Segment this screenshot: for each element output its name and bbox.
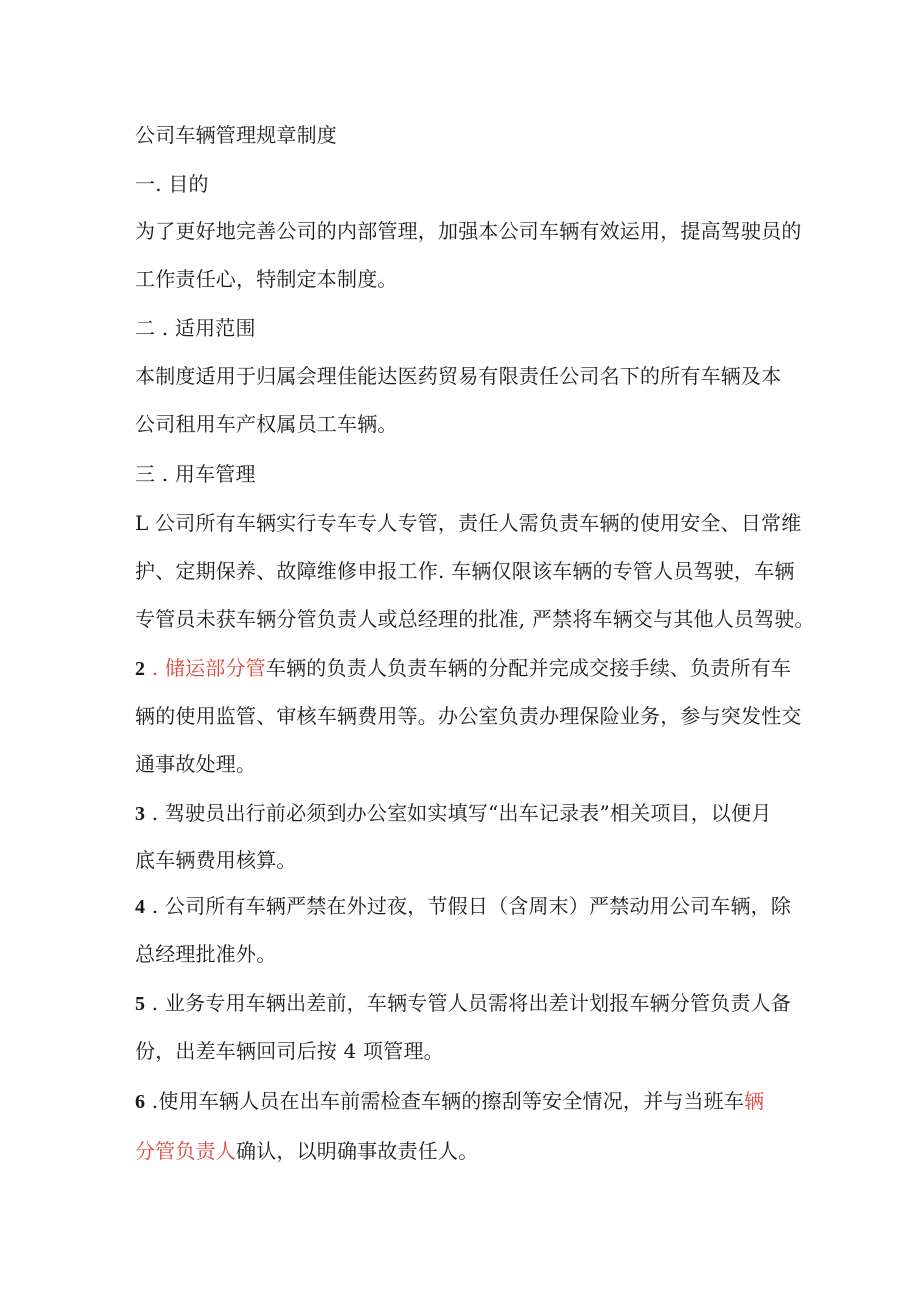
item-number: 3 xyxy=(135,803,146,825)
highlighted-text: . 储运部分管 xyxy=(151,656,266,680)
item-text: .使用车辆人员在出车前需检查车辆的擦刮等安全情况，并与当班车 xyxy=(151,1089,745,1113)
item-text: . 公司所有车辆严禁在外过夜，节假日（含周末）严禁动用公司车辆，除 xyxy=(151,894,792,918)
paragraph-line: 为了更好地完善公司的内部管理，加强本公司车辆有效运用，提高驾驶员的 xyxy=(135,219,802,243)
highlighted-text: 辆 xyxy=(744,1089,765,1113)
paragraph-line: 护、定期保养、故障维修申报工作. 车辆仅限该车辆的专管人员驾驶，车辆 xyxy=(135,559,795,583)
document-title: 公司车辆管理规章制度 xyxy=(135,123,337,147)
list-item-1 xyxy=(135,510,801,536)
paragraph-line: 专管员未获车辆分管负责人或总经理的批准, 严禁将车辆交与其他人员驾驶。 xyxy=(135,607,815,631)
list-item-3 xyxy=(135,800,772,827)
list-item-6 xyxy=(135,1088,764,1115)
item-number: 6 xyxy=(135,1091,146,1113)
highlighted-text: 分管负责人 xyxy=(135,1139,236,1163)
paragraph-line: 辆的使用监管、审核车辆费用等。办公室负责办理保险业务，参与突发性交 xyxy=(135,704,802,728)
item-number: 4 xyxy=(135,896,146,918)
paragraph-line: 工作责任心，特制定本制度。 xyxy=(135,267,398,291)
paragraph-line: 底车辆费用核算。 xyxy=(135,848,297,872)
item-number: 5 xyxy=(135,993,146,1015)
paragraph-line: 总经理批准外。 xyxy=(135,942,277,966)
item-number: 2 xyxy=(135,658,146,680)
section-heading-usage: 三 . 用车管理 xyxy=(135,462,256,486)
list-item-4 xyxy=(135,893,791,920)
list-item-2 xyxy=(135,655,791,682)
paragraph-line xyxy=(135,1138,478,1164)
section-heading-purpose: 一. 目的 xyxy=(135,172,209,196)
item-text: . 业务专用车辆出差前，车辆专管人员需将出差计划报车辆分管负责人备 xyxy=(151,991,792,1015)
item-number: L xyxy=(135,511,149,535)
paragraph-line: 公司租用车产权属员工车辆。 xyxy=(135,412,398,436)
paragraph-line: 份，出差车辆回司后按 4 项管理。 xyxy=(135,1039,444,1063)
item-text: 确认，以明确事故责任人。 xyxy=(236,1139,479,1163)
item-text: 车辆的负责人负责车辆的分配并完成交接手续、负责所有车 xyxy=(265,656,792,680)
item-text: . 驾驶员出行前必须到办公室如实填写“出车记录表”相关项目，以便月 xyxy=(151,801,772,825)
item-text: 公司所有车辆实行专车专人专管，责任人需负责车辆的使用安全、日常维 xyxy=(155,511,802,535)
paragraph-line: 本制度适用于归属会理佳能达医药贸易有限责任公司名下的所有车辆及本 xyxy=(135,364,782,388)
section-heading-scope: 二 . 适用范围 xyxy=(135,316,256,340)
list-item-5 xyxy=(135,990,791,1017)
paragraph-line: 通事故处理。 xyxy=(135,752,257,776)
